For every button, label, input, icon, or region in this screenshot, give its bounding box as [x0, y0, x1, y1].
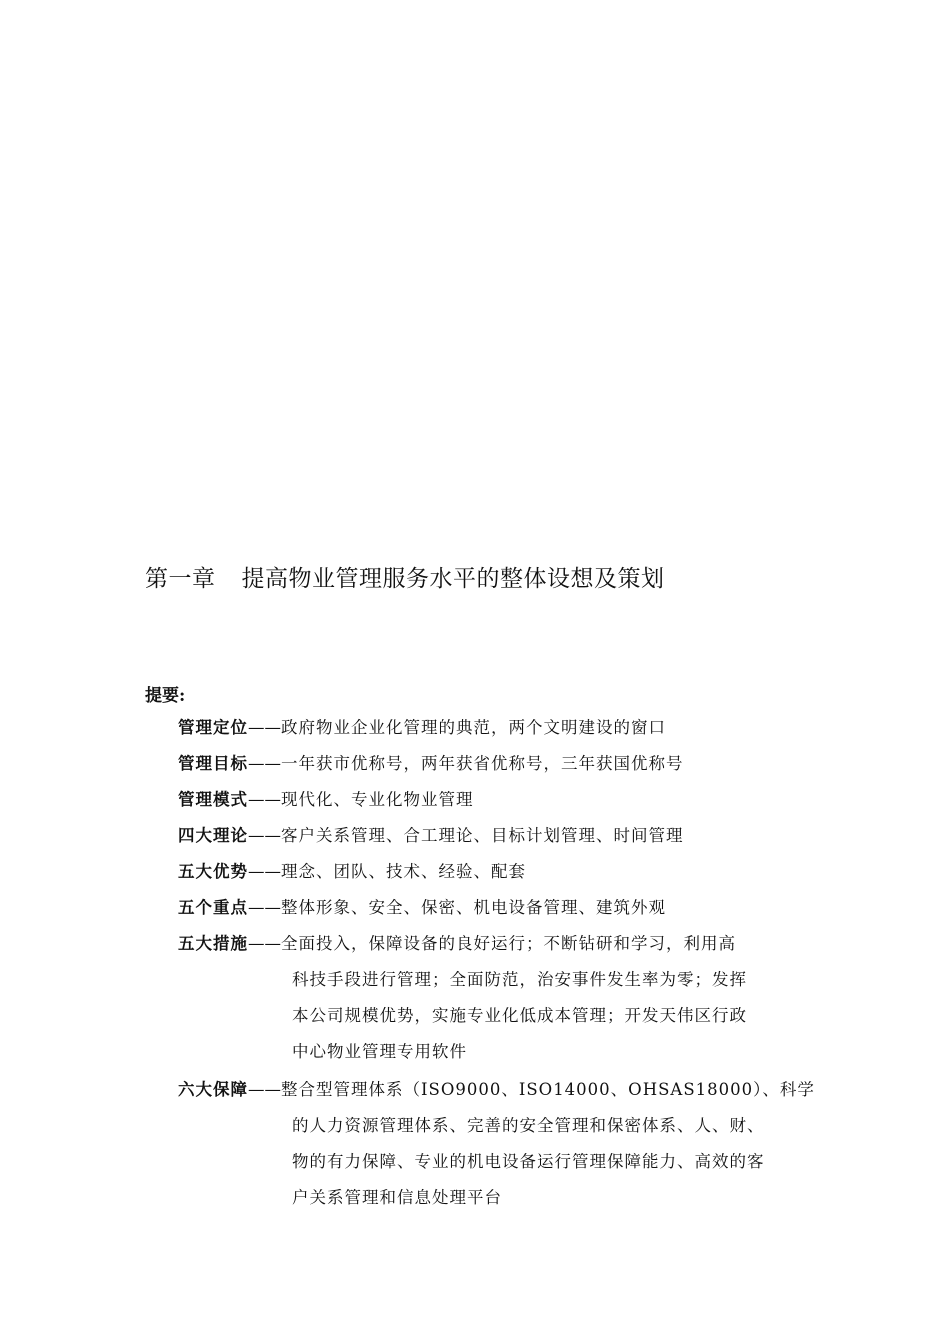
- summary-item-head: 六大保障: [178, 1080, 248, 1099]
- summary-item-dash: ——: [248, 826, 281, 845]
- summary-item-continuation: 科技手段进行管理；全面防范，治安事件发生率为零；发挥: [292, 970, 747, 989]
- summary-item-head: 五大措施: [178, 934, 248, 953]
- summary-item-head: 五个重点: [178, 898, 248, 917]
- summary-item-text: 理念、团队、技术、经验、配套: [281, 862, 526, 881]
- summary-item-dash: ——: [248, 934, 281, 953]
- summary-item-text: 现代化、专业化物业管理: [281, 790, 474, 809]
- summary-item-advantages: [178, 854, 818, 890]
- summary-item-text: 整合型管理体系（ISO9000、ISO14000、OHSAS18000）、科学: [281, 1080, 815, 1099]
- summary-item-measures: [178, 926, 818, 1070]
- summary-label: 提要:: [145, 686, 186, 706]
- summary-item-head: 管理定位: [178, 718, 248, 737]
- summary-item-text: 客户关系管理、合工理论、目标计划管理、时间管理: [281, 826, 684, 845]
- summary-item-text: 一年获市优称号，两年获省优称号，三年获国优称号: [281, 754, 684, 773]
- summary-item-theories: [178, 818, 818, 854]
- chapter-number: 第一章: [145, 566, 216, 592]
- summary-item-dash: ——: [248, 754, 281, 773]
- chapter-heading: [145, 560, 665, 593]
- summary-item-continuation: 物的有力保障、专业的机电设备运行管理保障能力、高效的客: [292, 1152, 765, 1171]
- summary-item-head: 四大理论: [178, 826, 248, 845]
- summary-item-text: 整体形象、安全、保密、机电设备管理、建筑外观: [281, 898, 666, 917]
- summary-item-continuation: 的人力资源管理体系、完善的安全管理和保密体系、人、财、: [292, 1116, 765, 1135]
- summary-item-positioning: [178, 710, 818, 746]
- summary-item-dash: ——: [248, 862, 281, 881]
- summary-item-head: 管理目标: [178, 754, 248, 773]
- summary-item-text: 政府物业企业化管理的典范，两个文明建设的窗口: [281, 718, 666, 737]
- summary-item-text: 全面投入，保障设备的良好运行；不断钻研和学习，利用高: [281, 934, 736, 953]
- summary-item-mode: [178, 782, 818, 818]
- summary-item-goal: [178, 746, 818, 782]
- summary-item-continuation: 中心物业管理专用软件: [292, 1042, 467, 1061]
- summary-item-head: 管理模式: [178, 790, 248, 809]
- summary-item-dash: ——: [248, 898, 281, 917]
- summary-item-guarantees: [178, 1072, 818, 1216]
- summary-item-focus-points: [178, 890, 818, 926]
- summary-item-continuation: 本公司规模优势，实施专业化低成本管理；开发天伟区行政: [292, 1006, 747, 1025]
- summary-item-dash: ——: [248, 790, 281, 809]
- summary-item-continuation: 户关系管理和信息处理平台: [292, 1188, 502, 1207]
- chapter-title: 提高物业管理服务水平的整体设想及策划: [241, 566, 665, 592]
- summary-item-head: 五大优势: [178, 862, 248, 881]
- summary-item-dash: ——: [248, 1080, 281, 1099]
- summary-item-dash: ——: [248, 718, 281, 737]
